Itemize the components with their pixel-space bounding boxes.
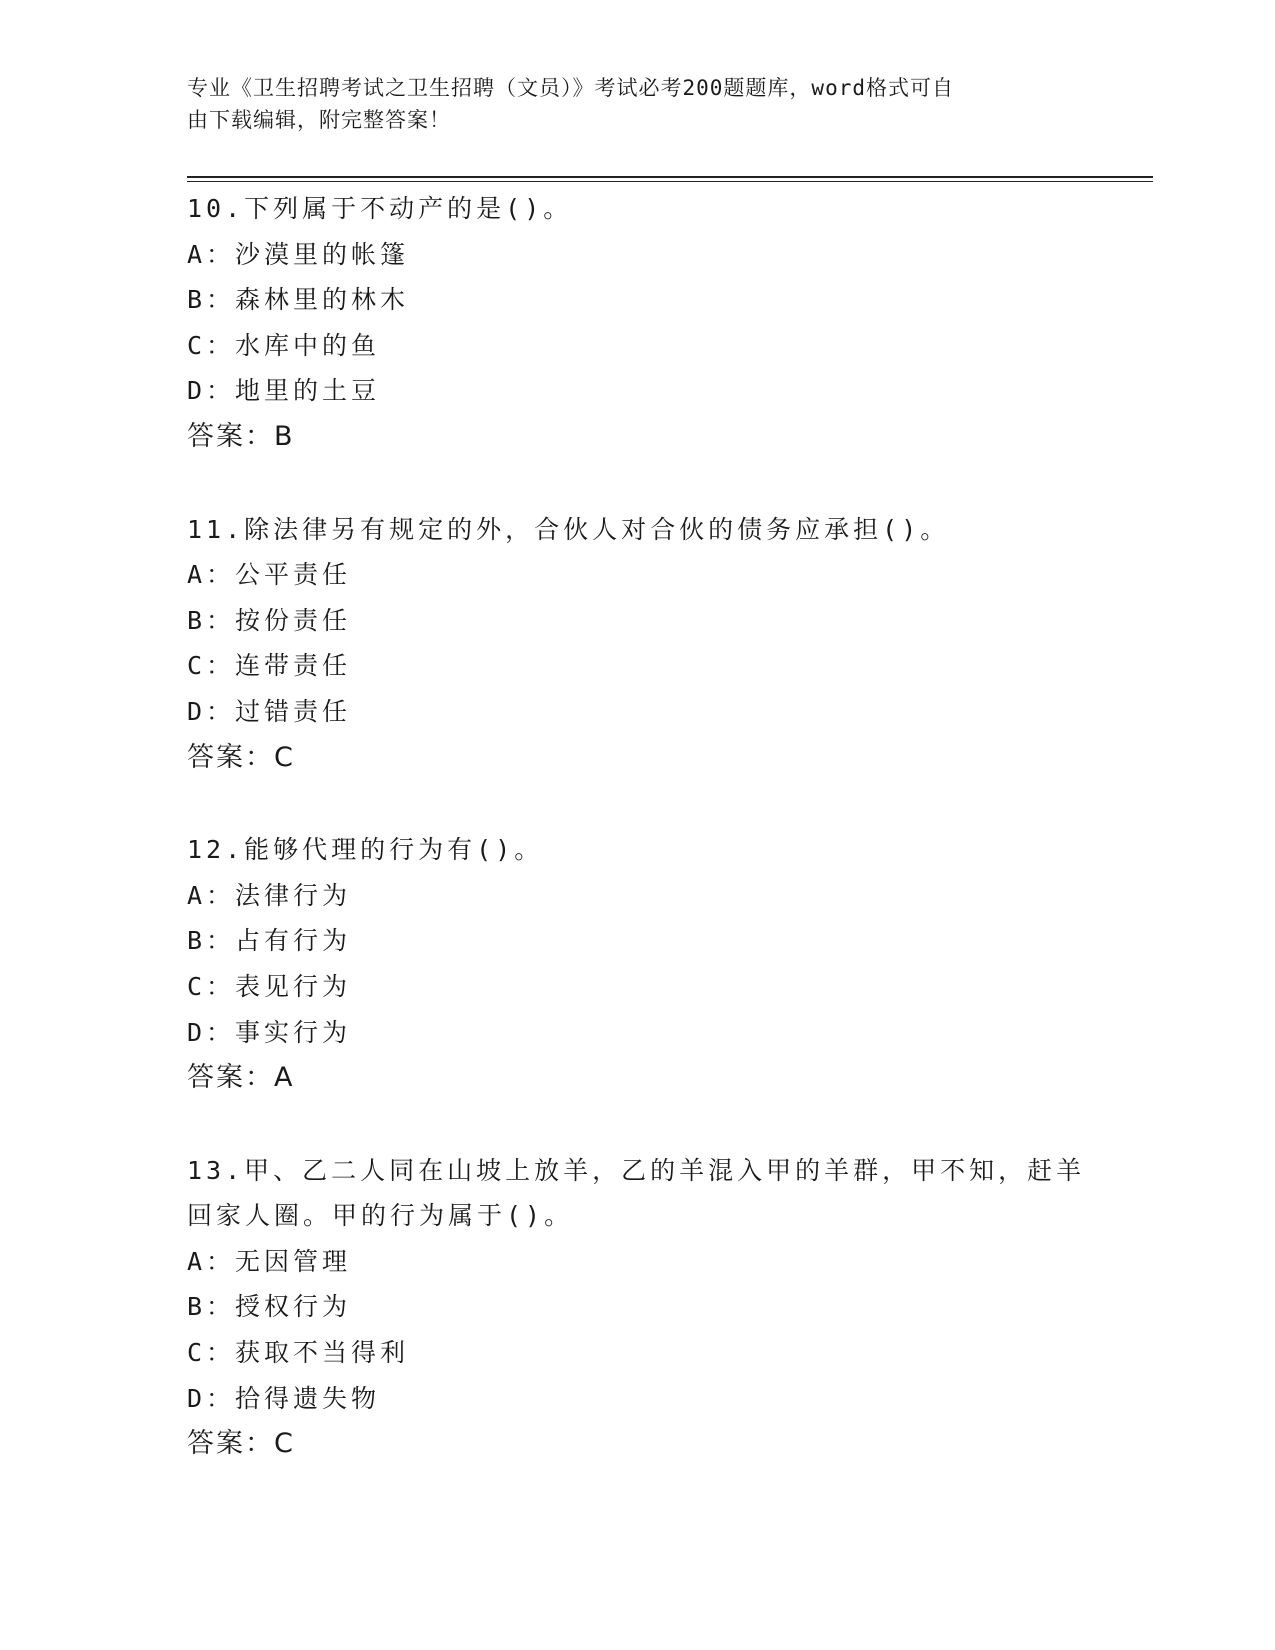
answer-label: 答案：C: [187, 1428, 295, 1460]
option-b: B：森林里的林木: [187, 285, 410, 315]
header-divider-thin: [187, 181, 1153, 182]
option-d: D：过错责任: [187, 696, 352, 726]
question-stem: 12.能够代理的行为有()。: [187, 835, 544, 865]
option-b: B：占有行为: [187, 926, 352, 956]
question-stem-line-2: 回家人圈。甲的行为属于()。: [187, 1201, 574, 1231]
question-stem: 10.下列属于不动产的是()。: [187, 194, 573, 223]
header-divider-thick: [187, 176, 1153, 178]
header-line-2: 由下载编辑，附完整答案！: [187, 108, 451, 132]
question-12: [187, 827, 1087, 1101]
option-d: D：事实行为: [187, 1017, 352, 1047]
option-b: B：按份责任: [187, 605, 352, 635]
question-11: [187, 507, 1087, 781]
question-stem: 11.除法律另有规定的外，合伙人对合伙的债务应承担()。: [187, 514, 950, 544]
question-13: [187, 1148, 1087, 1467]
option-d: D：地里的土豆: [187, 376, 381, 406]
option-a: A：无因管理: [187, 1246, 352, 1276]
option-a: A：法律行为: [187, 880, 352, 910]
option-c: C：水库中的鱼: [187, 330, 381, 360]
option-c: C：获取不当得利: [187, 1338, 410, 1368]
option-b: B：授权行为: [187, 1292, 352, 1322]
answer-label: 答案：C: [187, 741, 295, 773]
question-list: [187, 186, 1087, 1514]
header-line-1: 专业《卫生招聘考试之卫生招聘（文员）》考试必考200题题库，word格式可自: [187, 76, 954, 100]
answer-label: 答案：A: [187, 1062, 295, 1094]
document-header: [187, 72, 1087, 136]
option-c: C：连带责任: [187, 651, 352, 681]
option-a: A：沙漠里的帐篷: [187, 239, 410, 269]
option-c: C：表见行为: [187, 971, 352, 1001]
answer-label: 答案：B: [187, 420, 295, 452]
option-d: D：拾得遗失物: [187, 1383, 381, 1413]
option-a: A：公平责任: [187, 560, 352, 590]
question-stem-line-1: 13.甲、乙二人同在山坡上放羊，乙的羊混入甲的羊群，甲不知，赶羊: [187, 1155, 1086, 1185]
question-10: [187, 186, 1087, 460]
